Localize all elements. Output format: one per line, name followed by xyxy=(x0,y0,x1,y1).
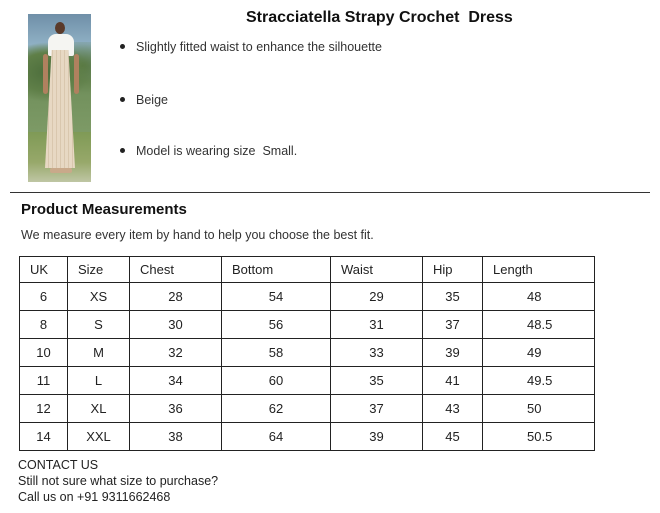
cell-waist: 39 xyxy=(331,423,423,451)
column-header-length: Length xyxy=(483,257,595,283)
cell-chest: 36 xyxy=(130,395,222,423)
column-header-size: Size xyxy=(68,257,130,283)
product-title: Stracciatella Strapy Crochet Dress xyxy=(246,9,513,26)
model-feet xyxy=(50,168,72,173)
feature-bullet xyxy=(120,144,297,158)
column-header-bottom: Bottom xyxy=(222,257,331,283)
cell-chest: 28 xyxy=(130,283,222,311)
table-row xyxy=(20,283,595,311)
contact-phone[interactable]: Call us on +91 9311662468 xyxy=(18,490,171,504)
model-arm-right xyxy=(74,54,79,94)
table-row xyxy=(20,339,595,367)
column-header-uk: UK xyxy=(20,257,68,283)
measurements-intro: We measure every item by hand to help you choose the best fit. xyxy=(21,228,374,242)
cell-uk: 10 xyxy=(20,339,68,367)
cell-length: 50 xyxy=(483,395,595,423)
cell-size: L xyxy=(68,367,130,395)
cell-chest: 34 xyxy=(130,367,222,395)
model-arm-left xyxy=(43,54,48,94)
table-row xyxy=(20,311,595,339)
table-row xyxy=(20,367,595,395)
cell-size: XXL xyxy=(68,423,130,451)
cell-size: XS xyxy=(68,283,130,311)
cell-hip: 41 xyxy=(423,367,483,395)
cell-bottom: 56 xyxy=(222,311,331,339)
cell-waist: 37 xyxy=(331,395,423,423)
bullet-dot-icon xyxy=(120,97,125,102)
cell-chest: 30 xyxy=(130,311,222,339)
size-chart-table xyxy=(19,256,595,451)
cell-hip: 35 xyxy=(423,283,483,311)
cell-bottom: 58 xyxy=(222,339,331,367)
cell-waist: 31 xyxy=(331,311,423,339)
cell-chest: 32 xyxy=(130,339,222,367)
measurements-heading: Product Measurements xyxy=(21,201,187,218)
cell-uk: 12 xyxy=(20,395,68,423)
contact-block xyxy=(18,457,218,505)
cell-size: M xyxy=(68,339,130,367)
cell-uk: 14 xyxy=(20,423,68,451)
cell-length: 50.5 xyxy=(483,423,595,451)
contact-label: CONTACT US xyxy=(18,458,99,472)
cell-bottom: 62 xyxy=(222,395,331,423)
table-row xyxy=(20,395,595,423)
cell-hip: 43 xyxy=(423,395,483,423)
bullet-dot-icon xyxy=(120,44,125,49)
cell-hip: 39 xyxy=(423,339,483,367)
feature-text: Slightly fitted waist to enhance the silhouette xyxy=(136,40,382,54)
cell-length: 49.5 xyxy=(483,367,595,395)
contact-question: Still not sure what size to purchase? xyxy=(18,474,219,488)
section-divider xyxy=(10,192,650,193)
column-header-hip: Hip xyxy=(423,257,483,283)
cell-bottom: 60 xyxy=(222,367,331,395)
cell-uk: 8 xyxy=(20,311,68,339)
cell-bottom: 54 xyxy=(222,283,331,311)
feature-text: Beige xyxy=(136,93,168,107)
cell-uk: 11 xyxy=(20,367,68,395)
cell-hip: 37 xyxy=(423,311,483,339)
cell-length: 49 xyxy=(483,339,595,367)
cell-waist: 29 xyxy=(331,283,423,311)
table-row xyxy=(20,423,595,451)
table-header-row xyxy=(20,257,595,283)
cell-length: 48.5 xyxy=(483,311,595,339)
feature-text: Model is wearing size Small. xyxy=(136,144,298,158)
cell-uk: 6 xyxy=(20,283,68,311)
cell-waist: 33 xyxy=(331,339,423,367)
feature-bullet xyxy=(120,93,168,107)
cell-size: S xyxy=(68,311,130,339)
cell-chest: 38 xyxy=(130,423,222,451)
model-head xyxy=(55,22,65,34)
product-photo xyxy=(28,14,91,182)
cell-size: XL xyxy=(68,395,130,423)
column-header-waist: Waist xyxy=(331,257,423,283)
bullet-dot-icon xyxy=(120,148,125,153)
cell-length: 48 xyxy=(483,283,595,311)
cell-hip: 45 xyxy=(423,423,483,451)
feature-bullet xyxy=(120,40,382,54)
cell-waist: 35 xyxy=(331,367,423,395)
cell-bottom: 64 xyxy=(222,423,331,451)
column-header-chest: Chest xyxy=(130,257,222,283)
